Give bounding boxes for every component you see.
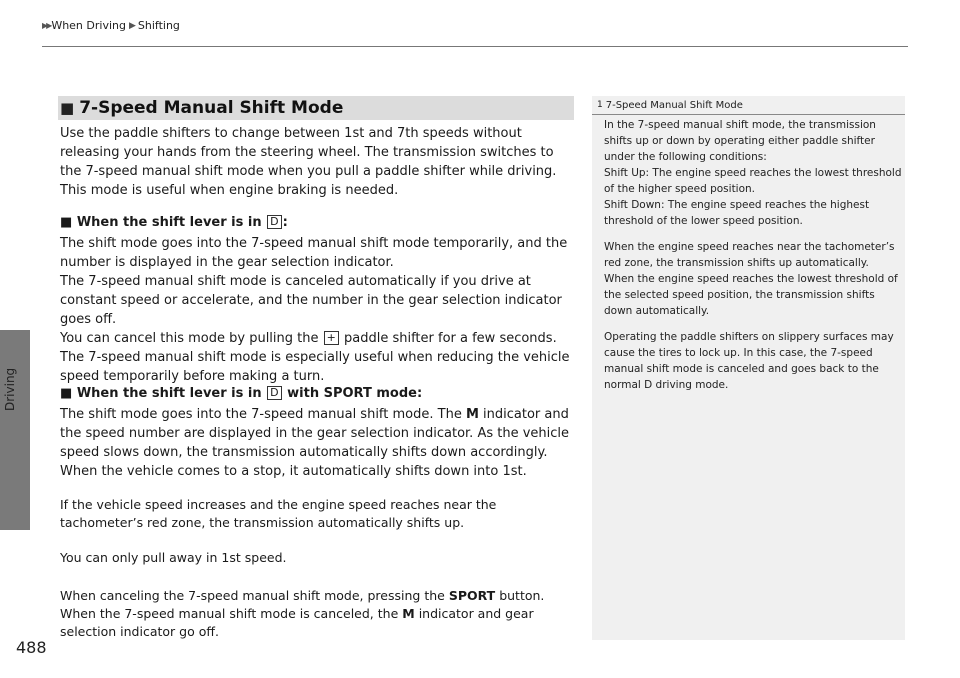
sidebar-header [592,96,905,115]
sidebar-shift-up: Shift Up: The engine speed reaches the lowest threshold of the higher speed position. [604,167,902,195]
pull-away-paragraph: You can only pull away in 1st speed. [60,550,287,565]
shift-lever-d-sport-body: The shift mode goes into the 7-speed manual shift mode. The M indicator and the speed number are displayed in the gear selection indicator. As the vehicle speed slows down, the transmission automatically shifts down accordingly. When the vehicle comes to a stop, it automatically shifts down into 1st. [60,407,570,479]
cancel-mode-paragraph: When canceling the 7-speed manual shift mode, pressing the SPORT button. When the 7-speed manual shift mode is canceled, the M indicator and gear selection indicator go off. [60,588,545,639]
square-bullet-icon: ■ [60,215,73,230]
subheading-shift-lever-d: ■ When the shift lever is in D : [60,215,288,230]
d-position-key: D [267,215,281,229]
double-arrow-icon: ▶▶ [42,21,51,30]
sidebar-title: 7-Speed Manual Shift Mode [605,99,743,111]
reference-icon: 1 [597,100,603,110]
sport-button-label: SPORT [448,588,496,603]
breadcrumb [42,19,180,32]
sidebar-paragraph: In the 7-speed manual shift mode, the transmission shifts up or down by operating either paddle shifter under the following conditions: [604,119,876,163]
sidebar-paragraph: When the engine speed reaches near the tachometer’s red zone, the transmission shifts up automatically. [604,241,895,269]
section-title: 7-Speed Manual Shift Mode [79,98,344,118]
subheading-shift-lever-d-sport: ■ When the shift lever is in D with SPORT mode: [60,386,423,401]
arrow-icon: ▶ [128,20,136,31]
header-divider [42,46,908,47]
section-header [58,96,574,120]
sidebar-shift-down: Shift Down: The engine speed reaches the highest threshold of the lower speed position. [604,199,870,227]
sidebar-paragraph: When the engine speed reaches the lowest threshold of the selected speed position, the transmission shifts down automatically. [604,273,898,317]
side-tab-label: Driving [3,367,17,411]
page-number: 488 [16,638,47,657]
square-bullet-icon: ■ [60,99,75,117]
m-indicator-label: M [465,407,479,422]
m-indicator-label: M [402,606,415,621]
intro-paragraph: Use the paddle shifters to change between 1st and 7th speeds without releasing your hands from the steering wheel. The transmission switches to the 7-speed manual shift mode when you pull a paddle shifter while driving. This mode is useful when engine braking is needed. [60,126,557,198]
auto-shift-up-paragraph: If the vehicle speed increases and the engine speed reaches near the tachometer’s red zone, the transmission automatically shifts up. [60,497,497,530]
d-position-key: D [267,386,281,400]
shift-lever-d-body: The shift mode goes into the 7-speed manual shift mode temporarily, and the number is displayed in the gear selection indicator. The 7-speed manual shift mode is canceled automatically if you drive at constant speed or accelerate, and the number in the gear selection indicator goes off. You can cancel this mode by pulling the + paddle shifter for a few seconds. The 7-speed manual shift mode is especially useful when reducing the vehicle speed temporarily before making a turn. [60,236,570,384]
sidebar-paragraph: Operating the paddle shifters on slippery surfaces may cause the tires to lock up. In this case, the 7-speed manual shift mode is canceled and goes back to the normal D driving mode. [604,331,894,391]
breadcrumb-item-when-driving[interactable]: When Driving [51,19,126,32]
breadcrumb-item-shifting[interactable]: Shifting [137,19,180,32]
square-bullet-icon: ■ [60,386,73,401]
plus-paddle-key: + [324,331,339,345]
sidebar-body [604,117,904,393]
